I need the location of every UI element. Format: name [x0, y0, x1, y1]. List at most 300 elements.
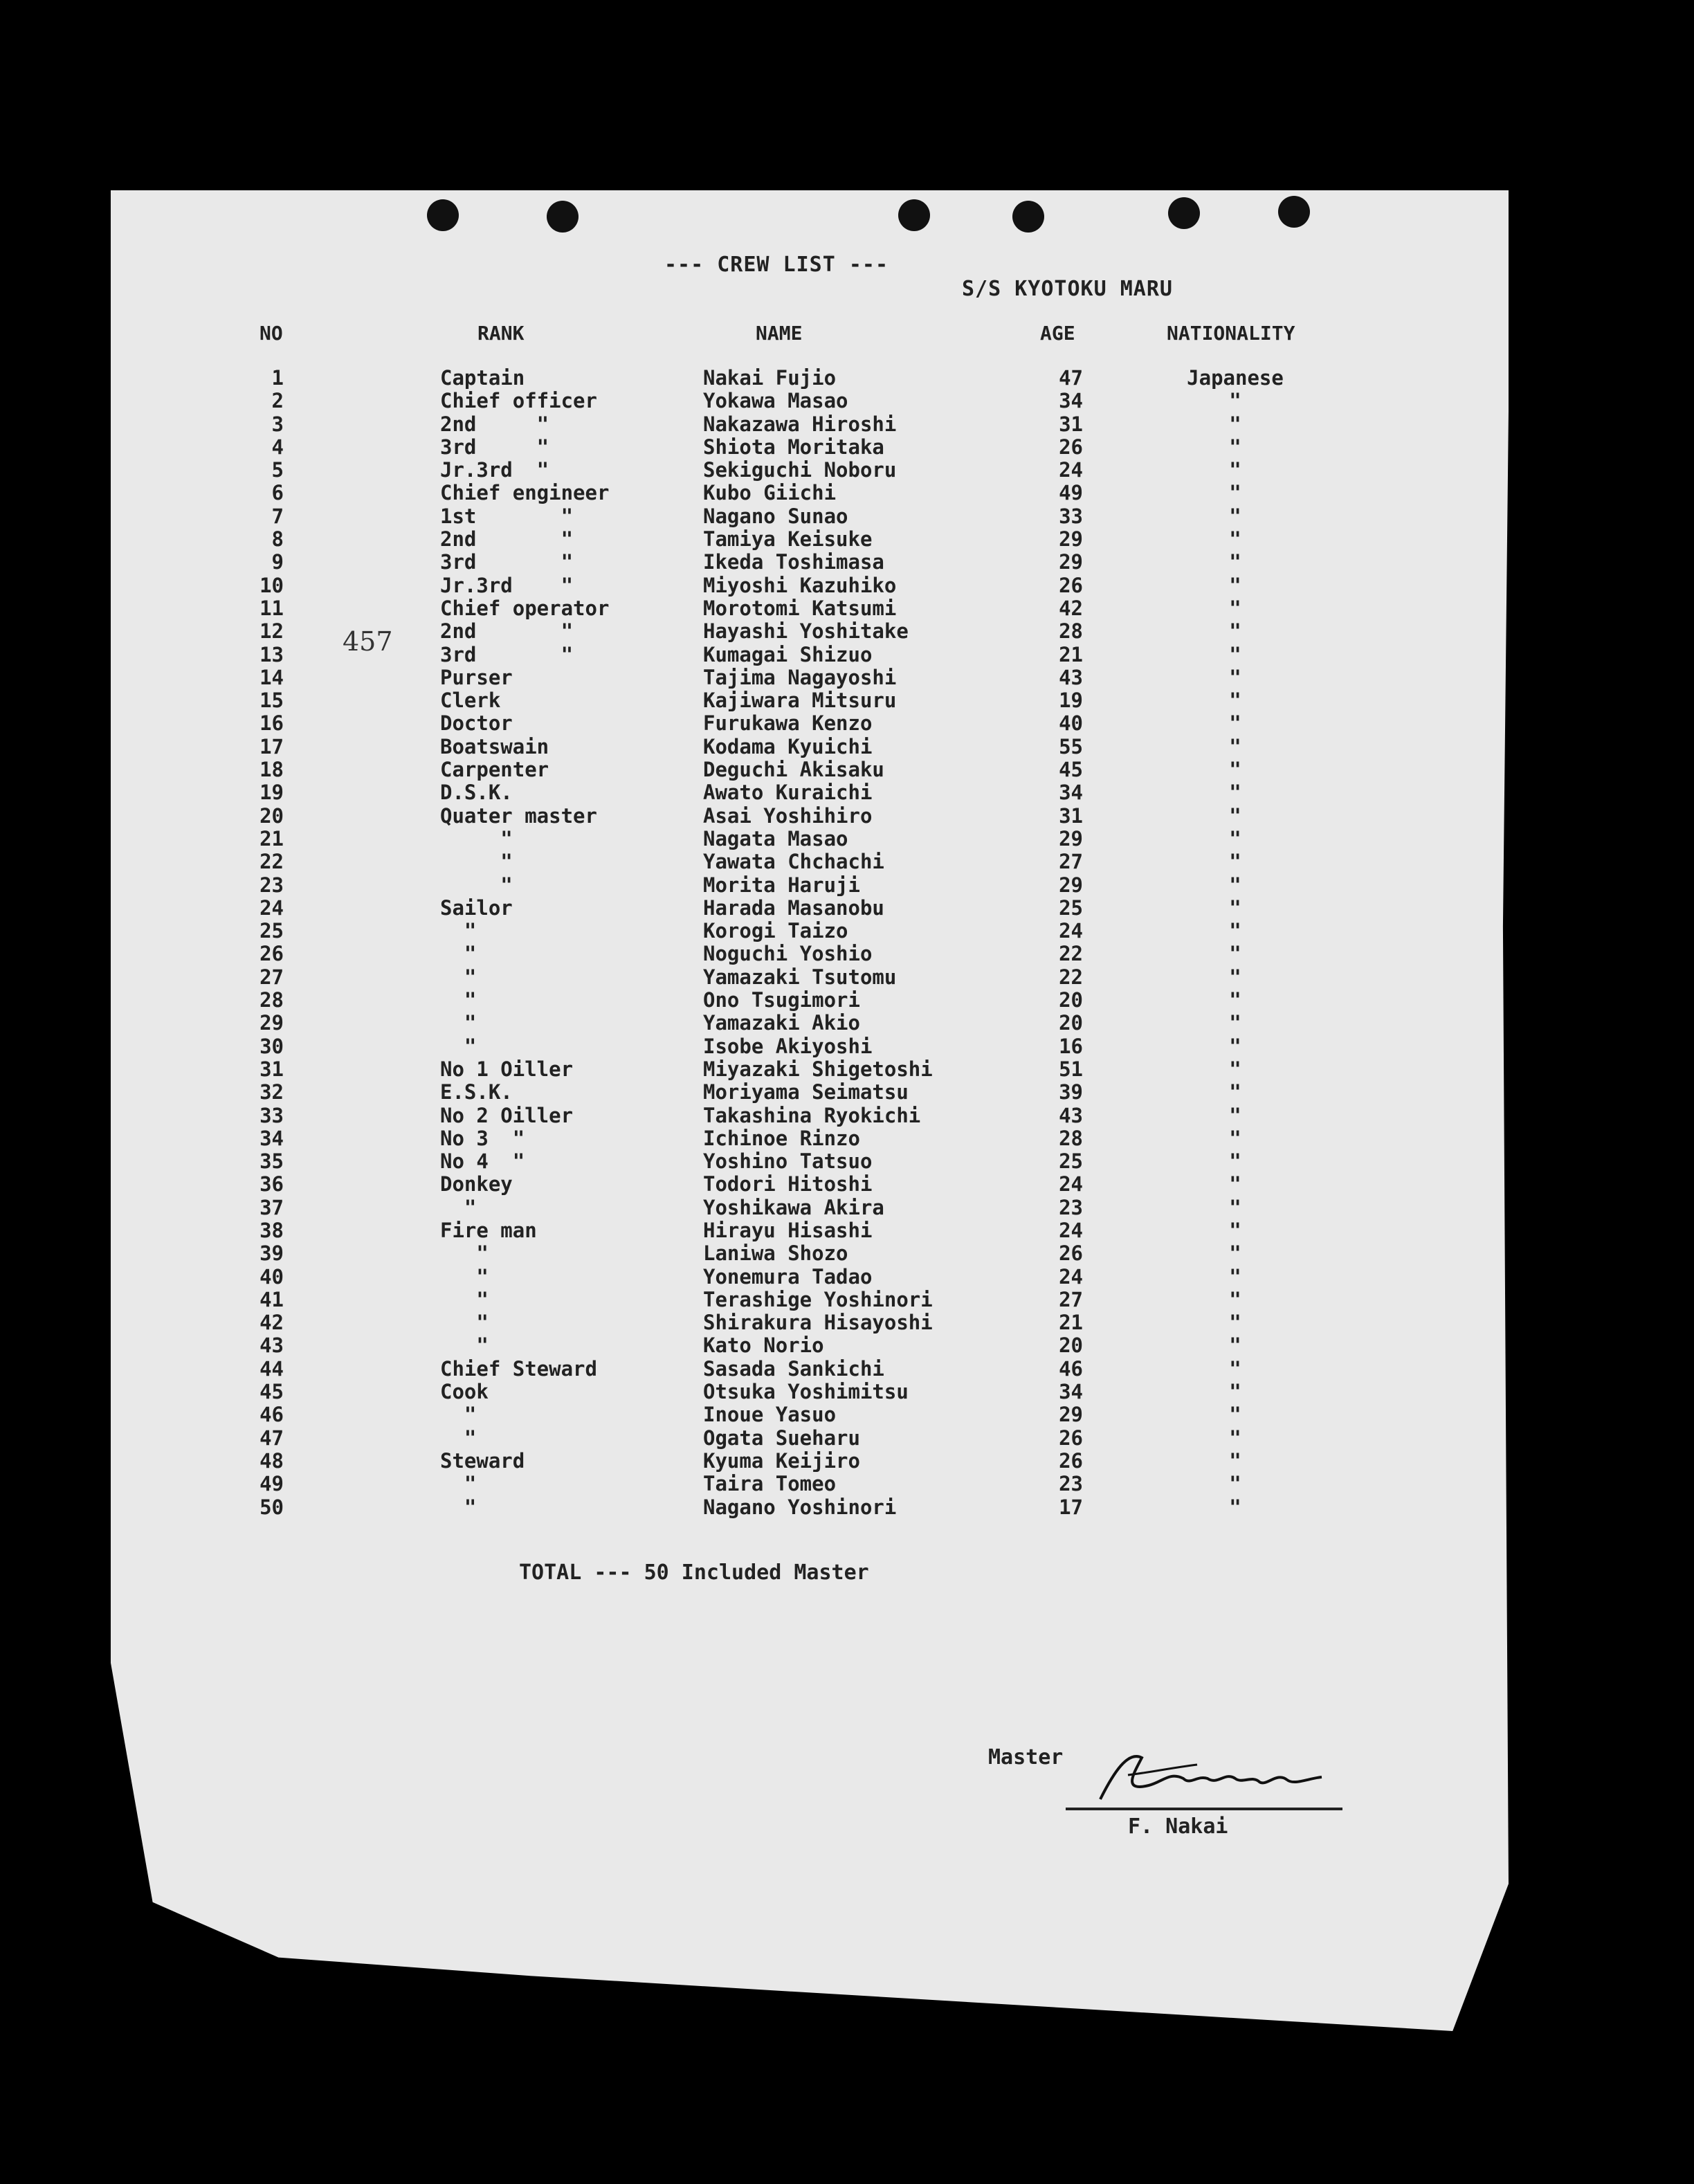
crew-rank: Quater master — [440, 803, 597, 828]
crew-rank: 3rd " — [440, 550, 574, 574]
crew-name: Harada Masanobu — [703, 895, 884, 920]
crew-rank: Cook — [440, 1380, 489, 1404]
crew-rank: Sailor — [440, 895, 513, 920]
crew-no: 9 — [271, 550, 284, 574]
crew-nationality: " — [1229, 850, 1241, 874]
crew-age: 21 — [1059, 642, 1083, 666]
crew-no: 17 — [259, 734, 284, 758]
crew-no: 28 — [259, 988, 284, 1012]
crew-no: 2 — [271, 389, 284, 413]
crew-no: 30 — [259, 1034, 284, 1058]
crew-nationality: " — [1229, 435, 1241, 459]
document-title: --- CREW LIST --- — [664, 253, 889, 277]
crew-name: Hirayu Hisashi — [703, 1218, 873, 1242]
table-row — [0, 736, 1694, 758]
table-row — [0, 666, 1694, 689]
crew-nationality: " — [1229, 550, 1241, 574]
table-row — [0, 367, 1694, 390]
crew-no: 10 — [259, 573, 284, 597]
table-row — [0, 874, 1694, 897]
crew-nationality: " — [1229, 1264, 1241, 1289]
crew-name: Yonemura Tadao — [703, 1264, 873, 1289]
crew-no: 24 — [259, 895, 284, 920]
crew-name: Kyuma Keijiro — [703, 1448, 860, 1473]
crew-age: 22 — [1059, 965, 1083, 989]
crew-name: Kubo Giichi — [703, 481, 837, 505]
table-row — [0, 966, 1694, 989]
crew-no: 35 — [259, 1149, 284, 1174]
crew-no: 11 — [259, 596, 284, 620]
crew-age: 25 — [1059, 1149, 1083, 1174]
crew-age: 16 — [1059, 1034, 1083, 1058]
table-row — [0, 828, 1694, 850]
crew-age: 28 — [1059, 619, 1083, 644]
table-row — [0, 528, 1694, 551]
crew-age: 43 — [1059, 665, 1083, 689]
crew-rank: " — [440, 1426, 477, 1450]
crew-age: 27 — [1059, 1287, 1083, 1311]
crew-name: Laniwa Shozo — [703, 1241, 848, 1266]
crew-age: 31 — [1059, 803, 1083, 828]
column-header-age: AGE — [1040, 322, 1075, 345]
crew-name: Sekiguchi Noboru — [703, 458, 897, 482]
table-row — [0, 781, 1694, 804]
crew-rank: No 2 Oiller — [440, 1103, 574, 1127]
crew-nationality: " — [1229, 1172, 1241, 1196]
punch-hole — [427, 199, 459, 231]
handwritten-signature — [1086, 1744, 1349, 1813]
crew-nationality: " — [1229, 1218, 1241, 1242]
crew-name: Sasada Sankichi — [703, 1356, 884, 1381]
crew-no: 34 — [259, 1126, 284, 1150]
crew-age: 24 — [1059, 1218, 1083, 1242]
crew-rank: " — [440, 965, 477, 989]
crew-name: Otsuka Yoshimitsu — [703, 1380, 909, 1404]
crew-nationality: " — [1229, 1034, 1241, 1058]
crew-nationality: " — [1229, 873, 1241, 897]
crew-nationality: " — [1229, 965, 1241, 989]
column-header-name: NAME — [756, 322, 803, 345]
crew-no: 27 — [259, 965, 284, 989]
crew-name: Yokawa Masao — [703, 389, 848, 413]
crew-age: 29 — [1059, 826, 1083, 850]
table-row — [0, 689, 1694, 712]
crew-name: Miyazaki Shigetoshi — [703, 1057, 933, 1081]
crew-nationality: " — [1229, 1472, 1241, 1496]
crew-rank: " — [440, 873, 513, 897]
crew-nationality: " — [1229, 826, 1241, 850]
table-row — [0, 1150, 1694, 1173]
crew-rank: " — [440, 1311, 489, 1335]
crew-nationality: Japanese — [1187, 366, 1284, 390]
crew-nationality: " — [1229, 1495, 1241, 1519]
crew-nationality: " — [1229, 1011, 1241, 1035]
crew-name: Nakai Fujio — [703, 366, 837, 390]
table-row — [0, 551, 1694, 574]
column-header-nationality: NATIONALITY — [1167, 322, 1295, 345]
crew-age: 24 — [1059, 1264, 1083, 1289]
table-row — [0, 1473, 1694, 1495]
table-row — [0, 1242, 1694, 1265]
crew-nationality: " — [1229, 1080, 1241, 1104]
crew-name: Shiota Moritaka — [703, 435, 884, 459]
crew-rank: Steward — [440, 1448, 525, 1473]
crew-rank: Fire man — [440, 1218, 537, 1242]
ship-name: S/S KYOTOKU MARU — [962, 277, 1173, 301]
crew-rank: Donkey — [440, 1172, 513, 1196]
crew-no: 5 — [271, 458, 284, 482]
crew-no: 16 — [259, 711, 284, 736]
crew-nationality: " — [1229, 527, 1241, 552]
crew-age: 26 — [1059, 435, 1083, 459]
table-row — [0, 1196, 1694, 1219]
table-row — [0, 1035, 1694, 1058]
crew-nationality: " — [1229, 389, 1241, 413]
crew-age: 31 — [1059, 412, 1083, 436]
crew-name: Ichinoe Rinzo — [703, 1126, 860, 1150]
crew-nationality: " — [1229, 734, 1241, 758]
crew-nationality: " — [1229, 1311, 1241, 1335]
crew-age: 23 — [1059, 1195, 1083, 1219]
table-row — [0, 850, 1694, 873]
table-row — [0, 920, 1694, 943]
crew-age: 43 — [1059, 1103, 1083, 1127]
crew-no: 46 — [259, 1403, 284, 1427]
signature-label: Master — [988, 1745, 1064, 1769]
crew-rank: " — [440, 1495, 477, 1519]
crew-nationality: " — [1229, 665, 1241, 689]
crew-no: 19 — [259, 781, 284, 805]
crew-name: Tamiya Keisuke — [703, 527, 873, 552]
signature-line — [1066, 1808, 1342, 1810]
crew-nationality: " — [1229, 1448, 1241, 1473]
crew-name: Kajiwara Mitsuru — [703, 689, 897, 713]
table-row — [0, 597, 1694, 620]
crew-name: Kumagai Shizuo — [703, 642, 873, 666]
crew-no: 3 — [271, 412, 284, 436]
crew-no: 37 — [259, 1195, 284, 1219]
crew-name: Morotomi Katsumi — [703, 596, 897, 620]
crew-nationality: " — [1229, 1356, 1241, 1381]
margin-note: 457 — [343, 626, 393, 657]
crew-no: 47 — [259, 1426, 284, 1450]
crew-nationality: " — [1229, 412, 1241, 436]
crew-name: Takashina Ryokichi — [703, 1103, 921, 1127]
crew-rank: No 3 " — [440, 1126, 525, 1150]
crew-name: Asai Yoshihiro — [703, 803, 873, 828]
crew-age: 29 — [1059, 1403, 1083, 1427]
crew-name: Hayashi Yoshitake — [703, 619, 909, 644]
table-row — [0, 1358, 1694, 1381]
crew-no: 42 — [259, 1311, 284, 1335]
crew-age: 21 — [1059, 1311, 1083, 1335]
crew-age: 24 — [1059, 458, 1083, 482]
crew-age: 24 — [1059, 1172, 1083, 1196]
crew-nationality: " — [1229, 689, 1241, 713]
punch-hole — [1168, 197, 1200, 229]
crew-age: 25 — [1059, 895, 1083, 920]
crew-rank: No 1 Oiller — [440, 1057, 574, 1081]
crew-age: 34 — [1059, 389, 1083, 413]
punch-hole — [1278, 196, 1310, 228]
crew-no: 13 — [259, 642, 284, 666]
crew-rank: Purser — [440, 665, 513, 689]
column-header-rank: RANK — [477, 322, 525, 345]
crew-rank: 3rd " — [440, 642, 574, 666]
crew-name: Yoshino Tatsuo — [703, 1149, 873, 1174]
crew-age: 26 — [1059, 1241, 1083, 1266]
crew-age: 40 — [1059, 711, 1083, 736]
crew-rank: 2nd " — [440, 412, 549, 436]
table-row — [0, 1173, 1694, 1196]
crew-name: Nagata Masao — [703, 826, 848, 850]
crew-no: 18 — [259, 758, 284, 782]
crew-name: Ikeda Toshimasa — [703, 550, 884, 574]
crew-no: 22 — [259, 850, 284, 874]
crew-no: 39 — [259, 1241, 284, 1266]
crew-name: Tajima Nagayoshi — [703, 665, 897, 689]
crew-rank: " — [440, 1011, 477, 1035]
table-row — [0, 989, 1694, 1012]
table-row — [0, 1127, 1694, 1150]
crew-age: 19 — [1059, 689, 1083, 713]
table-row — [0, 1311, 1694, 1334]
crew-rank: " — [440, 1287, 489, 1311]
crew-age: 29 — [1059, 873, 1083, 897]
crew-rank: Jr.3rd " — [440, 458, 549, 482]
crew-age: 22 — [1059, 942, 1083, 966]
crew-no: 29 — [259, 1011, 284, 1035]
crew-no: 45 — [259, 1380, 284, 1404]
total-line: TOTAL --- 50 Included Master — [519, 1560, 869, 1585]
crew-nationality: " — [1229, 758, 1241, 782]
crew-nationality: " — [1229, 1126, 1241, 1150]
crew-name: Isobe Akiyoshi — [703, 1034, 873, 1058]
table-row — [0, 1403, 1694, 1426]
crew-nationality: " — [1229, 642, 1241, 666]
crew-rank: " — [440, 850, 513, 874]
crew-no: 25 — [259, 919, 284, 943]
table-row — [0, 943, 1694, 965]
crew-no: 41 — [259, 1287, 284, 1311]
crew-nationality: " — [1229, 942, 1241, 966]
crew-rank: " — [440, 1334, 489, 1358]
crew-name: Ogata Sueharu — [703, 1426, 860, 1450]
table-row — [0, 1266, 1694, 1289]
crew-name: Yamazaki Akio — [703, 1011, 860, 1035]
crew-rank: 2nd " — [440, 619, 574, 644]
crew-nationality: " — [1229, 1287, 1241, 1311]
crew-age: 17 — [1059, 1495, 1083, 1519]
crew-rank: " — [440, 826, 513, 850]
crew-nationality: " — [1229, 1334, 1241, 1358]
table-row — [0, 1450, 1694, 1473]
table-row — [0, 1496, 1694, 1519]
crew-no: 4 — [271, 435, 284, 459]
crew-name: Morita Haruji — [703, 873, 860, 897]
crew-no: 40 — [259, 1264, 284, 1289]
signature-name: F. Nakai — [1128, 1814, 1228, 1839]
crew-no: 36 — [259, 1172, 284, 1196]
crew-rank: " — [440, 988, 477, 1012]
crew-age: 51 — [1059, 1057, 1083, 1081]
punch-hole — [898, 199, 930, 231]
crew-no: 33 — [259, 1103, 284, 1127]
crew-no: 32 — [259, 1080, 284, 1104]
crew-rank: 3rd " — [440, 435, 549, 459]
table-row — [0, 1381, 1694, 1403]
table-row — [0, 897, 1694, 920]
crew-name: Terashige Yoshinori — [703, 1287, 933, 1311]
crew-age: 29 — [1059, 527, 1083, 552]
table-row — [0, 505, 1694, 528]
crew-rank: " — [440, 1264, 489, 1289]
crew-name: Todori Hitoshi — [703, 1172, 873, 1196]
crew-rank: Boatswain — [440, 734, 549, 758]
crew-no: 20 — [259, 803, 284, 828]
crew-name: Awato Kuraichi — [703, 781, 873, 805]
crew-nationality: " — [1229, 1057, 1241, 1081]
crew-rank: " — [440, 1241, 489, 1266]
crew-rank: Chief officer — [440, 389, 597, 413]
crew-age: 20 — [1059, 988, 1083, 1012]
crew-name: Moriyama Seimatsu — [703, 1080, 909, 1104]
crew-no: 6 — [271, 481, 284, 505]
crew-rank: " — [440, 1472, 477, 1496]
crew-no: 12 — [259, 619, 284, 644]
crew-no: 23 — [259, 873, 284, 897]
crew-age: 47 — [1059, 366, 1083, 390]
crew-no: 44 — [259, 1356, 284, 1381]
table-row — [0, 1427, 1694, 1450]
crew-age: 23 — [1059, 1472, 1083, 1496]
crew-rank: D.S.K. — [440, 781, 513, 805]
crew-age: 46 — [1059, 1356, 1083, 1381]
crew-rank: " — [440, 1034, 477, 1058]
crew-age: 26 — [1059, 1426, 1083, 1450]
crew-age: 42 — [1059, 596, 1083, 620]
crew-no: 38 — [259, 1218, 284, 1242]
crew-nationality: " — [1229, 895, 1241, 920]
crew-name: Miyoshi Kazuhiko — [703, 573, 897, 597]
crew-rank: 1st " — [440, 504, 574, 528]
crew-nationality: " — [1229, 1195, 1241, 1219]
crew-nationality: " — [1229, 1380, 1241, 1404]
crew-nationality: " — [1229, 919, 1241, 943]
crew-nationality: " — [1229, 803, 1241, 828]
table-row — [0, 805, 1694, 828]
crew-nationality: " — [1229, 596, 1241, 620]
crew-nationality: " — [1229, 458, 1241, 482]
column-header-no: NO — [259, 322, 283, 345]
table-row — [0, 1289, 1694, 1311]
crew-nationality: " — [1229, 504, 1241, 528]
table-row — [0, 758, 1694, 781]
crew-nationality: " — [1229, 1103, 1241, 1127]
table-row — [0, 482, 1694, 504]
crew-rank: " — [440, 919, 477, 943]
crew-age: 29 — [1059, 550, 1083, 574]
table-row — [0, 712, 1694, 735]
crew-age: 45 — [1059, 758, 1083, 782]
crew-no: 43 — [259, 1334, 284, 1358]
crew-nationality: " — [1229, 573, 1241, 597]
crew-name: Kodama Kyuichi — [703, 734, 873, 758]
crew-rank: " — [440, 942, 477, 966]
crew-age: 20 — [1059, 1011, 1083, 1035]
crew-rank: No 4 " — [440, 1149, 525, 1174]
table-row — [0, 1012, 1694, 1035]
crew-no: 50 — [259, 1495, 284, 1519]
crew-nationality: " — [1229, 1149, 1241, 1174]
crew-no: 26 — [259, 942, 284, 966]
crew-table — [0, 367, 1694, 1519]
crew-name: Ono Tsugimori — [703, 988, 860, 1012]
crew-age: 28 — [1059, 1126, 1083, 1150]
crew-nationality: " — [1229, 1241, 1241, 1266]
punch-hole — [547, 201, 579, 233]
crew-rank: Chief Steward — [440, 1356, 597, 1381]
crew-name: Yawata Chchachi — [703, 850, 884, 874]
crew-rank: Jr.3rd " — [440, 573, 574, 597]
crew-name: Nakazawa Hiroshi — [703, 412, 897, 436]
crew-nationality: " — [1229, 988, 1241, 1012]
table-row — [0, 1104, 1694, 1127]
crew-name: Shirakura Hisayoshi — [703, 1311, 933, 1335]
crew-age: 55 — [1059, 734, 1083, 758]
crew-rank: E.S.K. — [440, 1080, 513, 1104]
table-row — [0, 620, 1694, 643]
crew-name: Nagano Yoshinori — [703, 1495, 897, 1519]
crew-name: Nagano Sunao — [703, 504, 848, 528]
crew-name: Furukawa Kenzo — [703, 711, 873, 736]
table-row — [0, 459, 1694, 482]
crew-age: 27 — [1059, 850, 1083, 874]
crew-rank: Captain — [440, 366, 525, 390]
crew-name: Kato Norio — [703, 1334, 824, 1358]
table-row — [0, 413, 1694, 436]
crew-nationality: " — [1229, 1426, 1241, 1450]
table-row — [0, 436, 1694, 459]
crew-rank: Doctor — [440, 711, 513, 736]
crew-no: 1 — [271, 366, 284, 390]
crew-rank: Clerk — [440, 689, 501, 713]
crew-rank: " — [440, 1195, 477, 1219]
crew-nationality: " — [1229, 481, 1241, 505]
crew-age: 24 — [1059, 919, 1083, 943]
table-row — [0, 1081, 1694, 1104]
crew-no: 8 — [271, 527, 284, 552]
punch-hole — [1012, 201, 1044, 233]
table-row — [0, 644, 1694, 666]
crew-name: Deguchi Akisaku — [703, 758, 884, 782]
crew-rank: Chief operator — [440, 596, 610, 620]
crew-nationality: " — [1229, 619, 1241, 644]
crew-nationality: " — [1229, 711, 1241, 736]
crew-rank: Chief engineer — [440, 481, 610, 505]
crew-no: 15 — [259, 689, 284, 713]
crew-name: Yoshikawa Akira — [703, 1195, 884, 1219]
crew-age: 39 — [1059, 1080, 1083, 1104]
table-row — [0, 1058, 1694, 1081]
crew-name: Korogi Taizo — [703, 919, 848, 943]
crew-age: 26 — [1059, 1448, 1083, 1473]
crew-age: 20 — [1059, 1334, 1083, 1358]
crew-age: 34 — [1059, 1380, 1083, 1404]
table-row — [0, 1219, 1694, 1242]
crew-rank: " — [440, 1403, 477, 1427]
crew-no: 48 — [259, 1448, 284, 1473]
